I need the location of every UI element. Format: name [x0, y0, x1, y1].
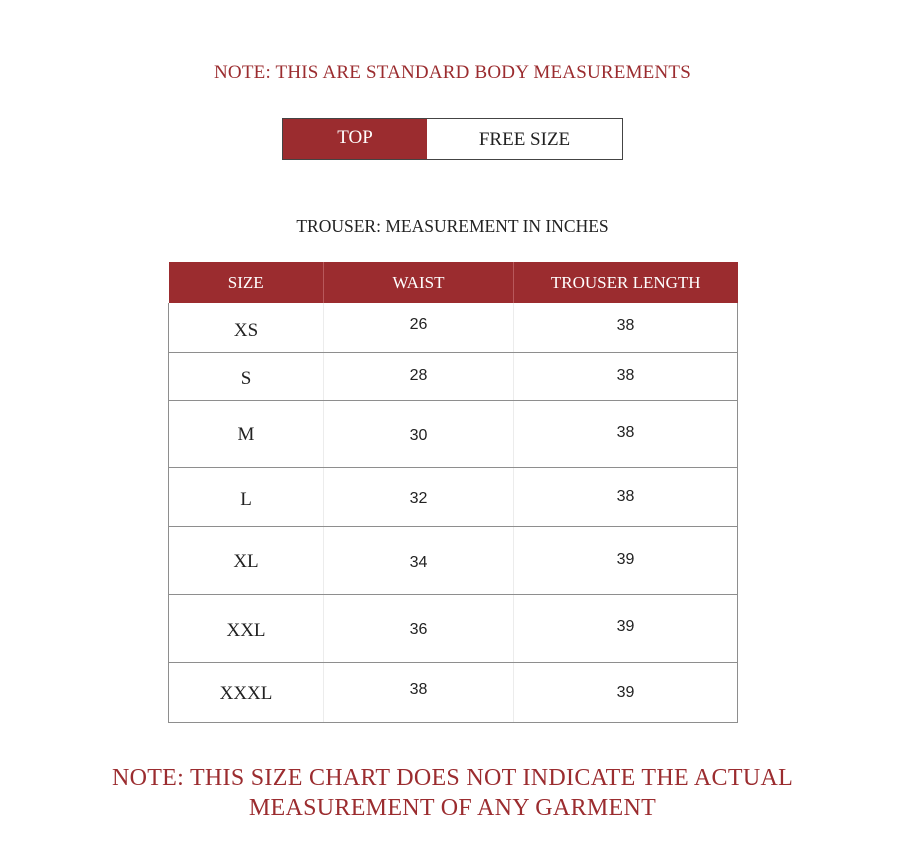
- trouser-size-table: [168, 262, 738, 723]
- table-row: [169, 352, 738, 400]
- table-row: [169, 400, 738, 467]
- waist-cell: 32: [324, 467, 514, 526]
- size-cell: S: [169, 352, 324, 400]
- waist-cell: 38: [324, 662, 514, 722]
- length-cell: 39: [514, 594, 738, 662]
- length-cell: 39: [514, 662, 738, 722]
- disclaimer-line-1: NOTE: THIS SIZE CHART DOES NOT INDICATE THE ACTUAL: [111, 765, 794, 791]
- top-size-box: [282, 118, 623, 160]
- size-cell: L: [169, 467, 324, 526]
- table-row: [169, 303, 738, 352]
- top-size-value: FREE SIZE: [478, 129, 571, 150]
- length-cell: 38: [514, 467, 738, 526]
- size-chart-disclaimer: [0, 763, 905, 823]
- waist-cell: 28: [324, 352, 514, 400]
- size-cell: XL: [169, 526, 324, 594]
- table-header-row: [169, 262, 738, 303]
- header-waist: WAIST: [324, 262, 514, 303]
- size-cell: XS: [169, 303, 324, 352]
- table-row: [169, 662, 738, 722]
- disclaimer-line-2: MEASUREMENT OF ANY GARMENT: [248, 795, 657, 821]
- table-row: [169, 594, 738, 662]
- top-label: TOP: [283, 119, 427, 159]
- table-row: [169, 526, 738, 594]
- length-cell: 38: [514, 352, 738, 400]
- standard-measurements-note: NOTE: THIS ARE STANDARD BODY MEASUREMENTS: [214, 62, 691, 83]
- waist-cell: 34: [324, 526, 514, 594]
- waist-cell: 30: [324, 400, 514, 467]
- length-cell: 38: [514, 400, 738, 467]
- trouser-heading: TROUSER: MEASUREMENT IN INCHES: [296, 216, 609, 236]
- waist-cell: 36: [324, 594, 514, 662]
- table-row: [169, 467, 738, 526]
- waist-cell: 26: [324, 303, 514, 352]
- size-cell: XXL: [169, 594, 324, 662]
- length-cell: 39: [514, 526, 738, 594]
- size-cell: M: [169, 400, 324, 467]
- size-cell: XXXL: [169, 662, 324, 722]
- header-size: SIZE: [169, 262, 324, 303]
- header-trouser-length: TROUSER LENGTH: [514, 262, 738, 303]
- length-cell: 38: [514, 303, 738, 352]
